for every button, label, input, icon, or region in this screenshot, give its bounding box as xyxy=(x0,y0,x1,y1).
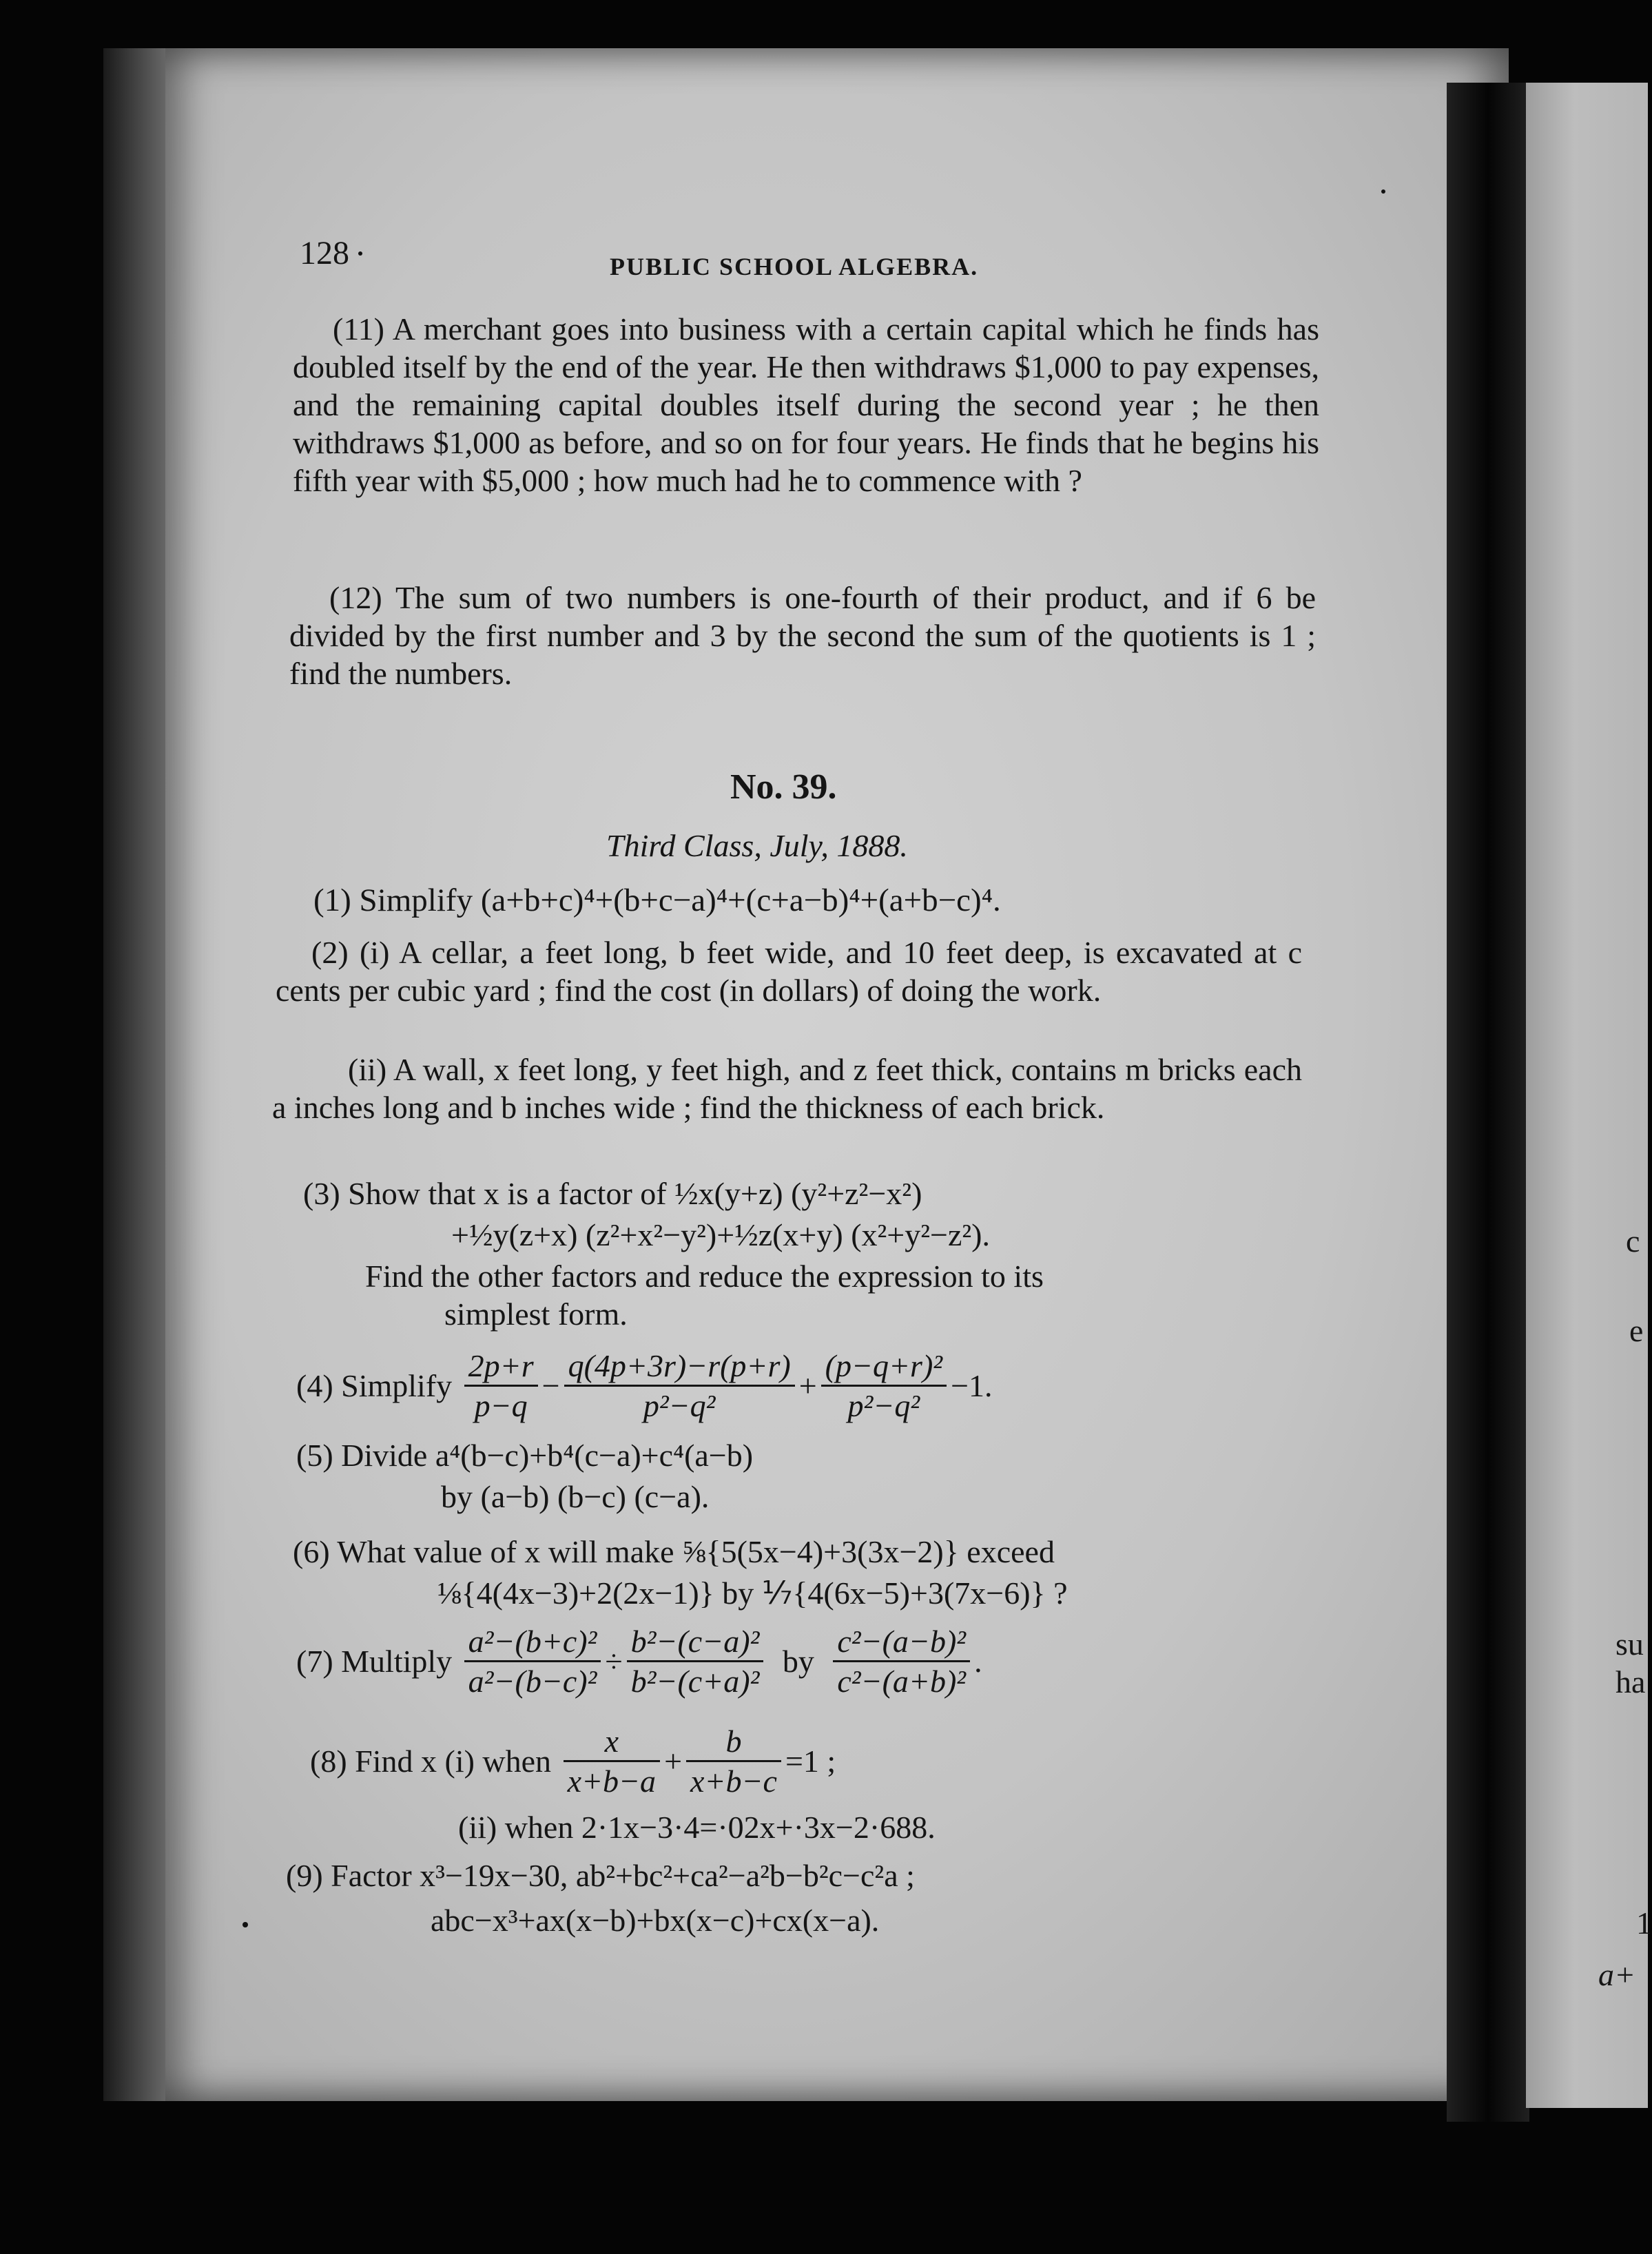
question-2-ii: (ii) A wall, x feet long, y feet high, and z feet thick, contains m bricks each a inches long and b inches wide ; find the thickness of each brick. xyxy=(272,1052,1302,1125)
numerator: 2p+r xyxy=(464,1347,538,1387)
scan-speck xyxy=(1381,189,1385,194)
book-gutter xyxy=(1447,83,1529,2122)
adjacent-fragment: e xyxy=(1629,1313,1644,1348)
operator: + xyxy=(798,1368,817,1403)
scan-speck xyxy=(358,251,362,256)
numerator: a²−(b+c)² xyxy=(464,1622,601,1662)
question-3-line-4: simplest form. xyxy=(444,1296,628,1332)
fraction xyxy=(821,1347,947,1425)
adjacent-fragment: a+ xyxy=(1598,1957,1636,1992)
fraction xyxy=(464,1347,538,1425)
denominator: c²−(a+b)² xyxy=(837,1664,967,1699)
question-7 xyxy=(296,1622,982,1700)
adjacent-page xyxy=(1526,83,1648,2108)
problem-12: (12) The sum of two numbers is one-fourth of their product, and if 6 be divided by the first number and 3 by the second the sum of the quotients is 1 ; find the numbers. xyxy=(289,580,1316,691)
fraction xyxy=(464,1622,601,1700)
scan-speck xyxy=(242,1922,248,1927)
question-6-line-1: (6) What value of x will make ⅝{5(5x−4)+3(3x−2)} exceed xyxy=(293,1534,1055,1569)
question-9-line-1: (9) Factor x³−19x−30, ab²+bc²+ca²−a²b−b²c−c²a ; xyxy=(286,1858,915,1893)
question-3-line-1: (3) Show that x is a factor of ½x(y+z) (y²+z²−x²) xyxy=(303,1176,922,1211)
page-number: 128 xyxy=(300,235,349,271)
question-4-label: (4) Simplify xyxy=(296,1368,453,1403)
fraction xyxy=(686,1722,781,1800)
adjacent-fragment: su xyxy=(1615,1626,1644,1662)
page-edge-shadow xyxy=(103,48,172,2101)
numerator: b xyxy=(686,1722,781,1762)
problem-11: (11) A merchant goes into business with a certain capital which he finds has doubled itself by the end of the year. He then withdraws $1,000 to pay expenses, and the remaining capital doubles itself during the second year ; he then withdraws $1,000 as before, and so on for four years. He finds that he begins his fifth year with $5,000 ; how much had he to commence with ? xyxy=(293,311,1319,498)
denominator: b²−(c+a)² xyxy=(630,1664,760,1699)
numerator: c²−(a−b)² xyxy=(833,1622,970,1662)
question-2-i: (2) (i) A cellar, a feet long, b feet wide, and 10 feet deep, is excavated at c cents per cubic yard ; find the cost (in dollars) of doing the work. xyxy=(276,935,1302,1008)
question-7-label: (7) Multiply xyxy=(296,1644,453,1679)
by-word: by xyxy=(782,1644,814,1679)
numerator: (p−q+r)² xyxy=(821,1347,947,1387)
section-subheading: Third Class, July, 1888. xyxy=(606,828,908,863)
numerator: q(4p+3r)−r(p+r) xyxy=(564,1347,795,1387)
question-8-label: (8) Find x (i) when xyxy=(310,1744,552,1779)
question-5-line-1: (5) Divide a⁴(b−c)+b⁴(c−a)+c⁴(a−b) xyxy=(296,1438,754,1473)
denominator: p²−q² xyxy=(643,1388,716,1423)
fraction xyxy=(627,1622,764,1700)
expression-tail: =1 ; xyxy=(785,1744,836,1779)
numerator: x xyxy=(564,1722,661,1762)
operator: − xyxy=(541,1368,560,1403)
question-4 xyxy=(296,1347,993,1425)
question-1: (1) Simplify (a+b+c)⁴+(b+c−a)⁴+(c+a−b)⁴+(a+b−c)⁴. xyxy=(313,882,1001,918)
fraction xyxy=(564,1347,795,1425)
numerator: b²−(c−a)² xyxy=(627,1622,764,1662)
adjacent-fragment: c xyxy=(1626,1223,1640,1259)
denominator: x+b−a xyxy=(567,1764,657,1799)
denominator: p−q xyxy=(474,1388,528,1423)
expression-tail: −1. xyxy=(951,1368,993,1403)
running-title: PUBLIC SCHOOL ALGEBRA. xyxy=(610,253,979,280)
section-heading: No. 39. xyxy=(730,767,837,807)
operator: ÷ xyxy=(605,1644,623,1679)
denominator: a²−(b−c)² xyxy=(468,1664,597,1699)
question-3-line-3: Find the other factors and reduce the expression to its xyxy=(365,1259,1044,1294)
denominator: p²−q² xyxy=(847,1388,920,1423)
question-8-line-2: (ii) when 2·1x−3·4=·02x+·3x−2·688. xyxy=(458,1810,936,1845)
adjacent-fragment: ha xyxy=(1615,1664,1646,1699)
denominator: x+b−c xyxy=(690,1764,777,1799)
fraction xyxy=(564,1722,661,1800)
question-9-line-2: abc−x³+ax(x−b)+bx(x−c)+cx(x−a). xyxy=(431,1903,880,1938)
fraction xyxy=(833,1622,970,1700)
question-8 xyxy=(310,1722,836,1800)
question-6-line-2: ⅛{4(4x−3)+2(2x−1)} by ⅐{4(6x−5)+3(7x−6)} ? xyxy=(437,1575,1068,1611)
expression-tail: . xyxy=(974,1644,982,1679)
question-5-line-2: by (a−b) (b−c) (c−a). xyxy=(441,1479,710,1514)
operator: + xyxy=(664,1744,683,1779)
question-3-line-2: +½y(z+x) (z²+x²−y²)+½z(x+y) (x²+y²−z²). xyxy=(451,1217,990,1252)
adjacent-fragment: 1 xyxy=(1636,1905,1652,1941)
